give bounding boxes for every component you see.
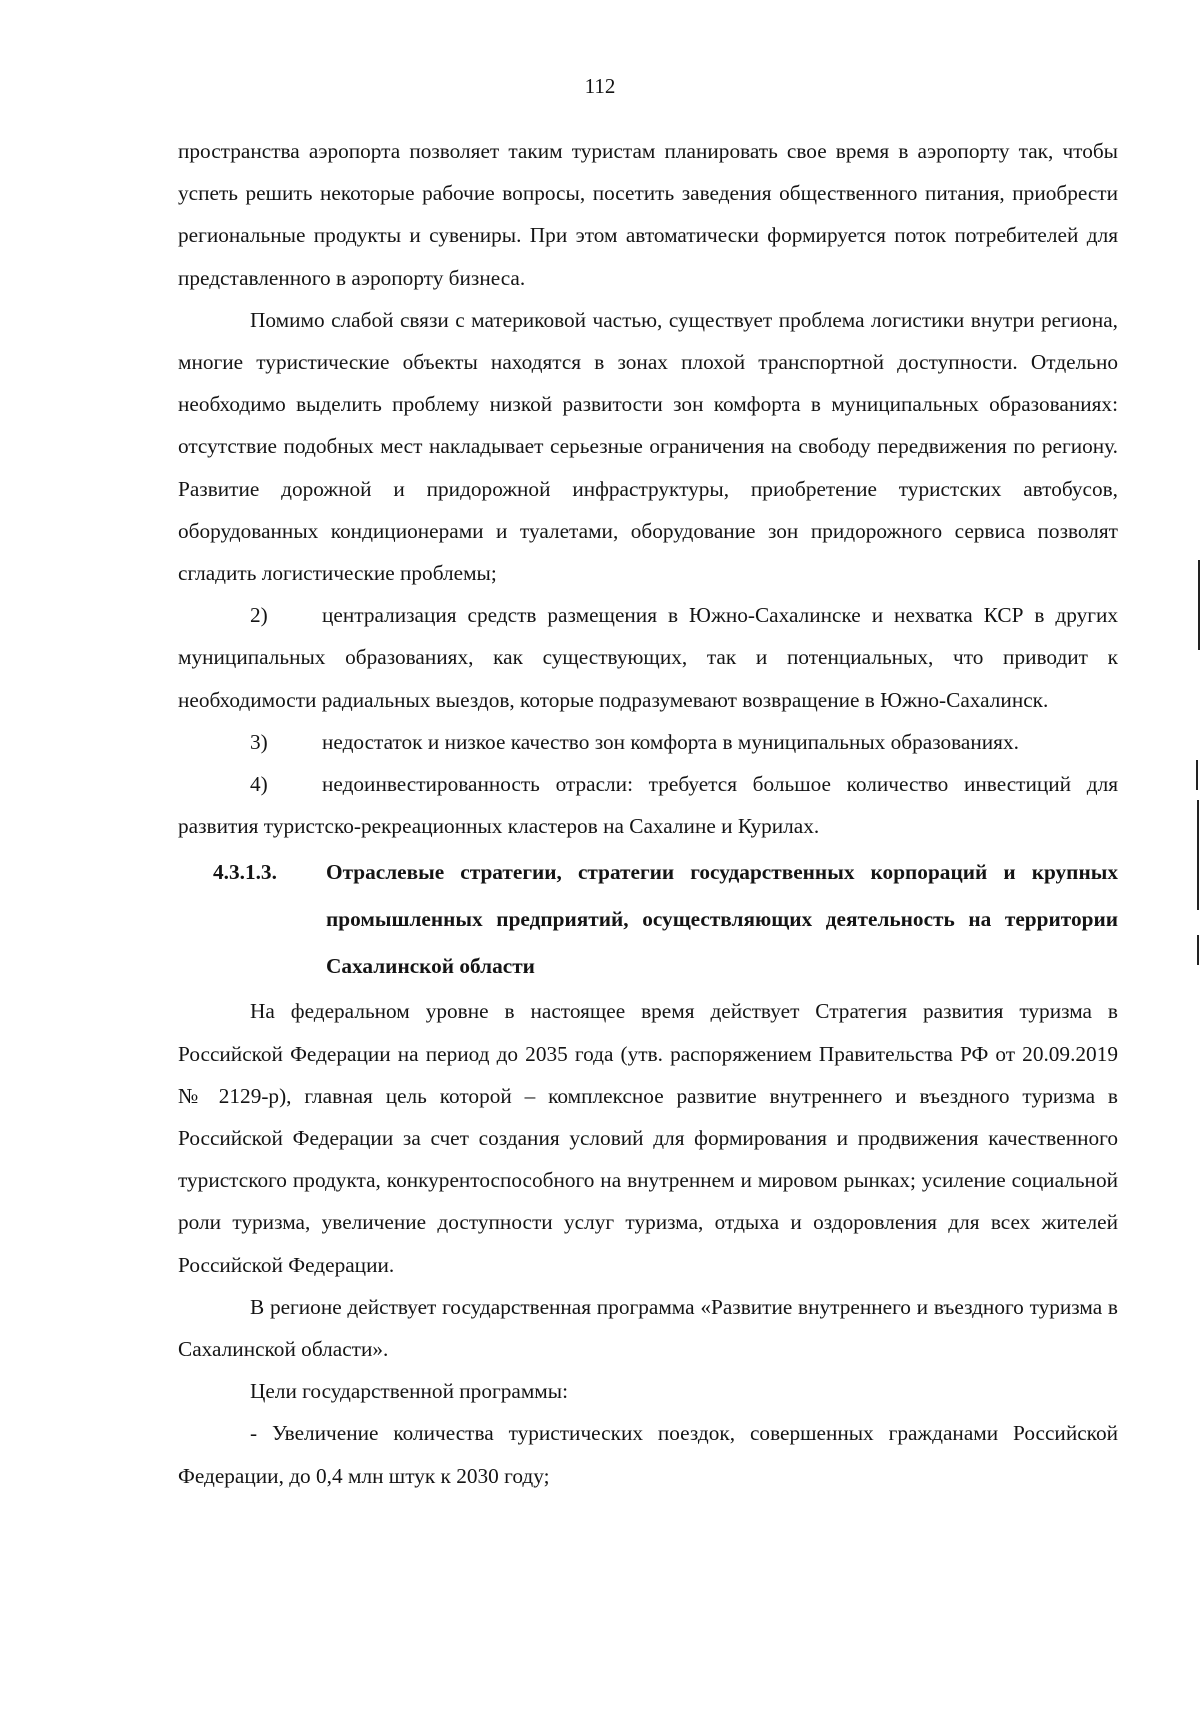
paragraph: На федеральном уровне в настоящее время действует Стратегия развития туризма в Российской Федерации на период до 2035 года (утв. распоряжением Правительства РФ от 20.09.2019 № 2129-р), главная цель которой – комплексное развитие внутреннего и въездного туризма в Российской Федерации за счет создания условий для формирования и продвижения качественного туристского продукта, конкурентоспособного на внутреннем и мировом рынках; усиление социальной роли туризма, увеличение доступности услуг туризма, отдыха и оздоровления для всех жителей Российской Федерации.	[178, 999, 1118, 1277]
scan-artifact	[1197, 800, 1199, 910]
list-item-text: недостаток и низкое качество зон комфорта в муниципальных образованиях.	[322, 729, 1019, 754]
section-number: 4.3.1.3.	[213, 860, 277, 885]
paragraph: - Увеличение количества туристических поездок, совершенных гражданами Российской Федерации, до 0,4 млн штук к 2030 году;	[178, 1421, 1118, 1488]
paragraph: Цели государственной программы:	[250, 1379, 568, 1404]
document-body	[178, 130, 1118, 1497]
list-item	[178, 721, 1118, 763]
list-item	[178, 594, 1118, 721]
list-item-text: недоинвестированность отрасли: требуется большое количество инвестиций для развития туристско-рекреационных кластеров на Сахалине и Курилах.	[178, 772, 1118, 839]
list-item	[178, 763, 1118, 847]
section-heading	[178, 849, 1118, 990]
paragraph: пространства аэропорта позволяет таким туристам планировать свое время в аэропорту так, чтобы успеть решить некоторые рабочие вопросы, посетить заведения общественного питания, приобрести региональные продукты и сувениры. При этом автоматически формируется поток потребителей для представленного в аэропорту бизнеса.	[178, 139, 1118, 290]
list-item-number: 2)	[250, 603, 268, 628]
list-item-number: 3)	[250, 729, 268, 754]
paragraph: В регионе действует государственная программа «Развитие внутреннего и въездного туризма в Сахалинской области».	[178, 1294, 1118, 1362]
paragraph: Помимо слабой связи с материковой частью, существует проблема логистики внутри региона, многие туристические объекты находятся в зонах плохой транспортной доступности. Отдельно необходимо выделить проблему низкой развитости зон комфорта в муниципальных образованиях: отсутствие подобных мест накладывает серьезные ограничения на свободу передвижения по региону. Развитие дорожной и придорожной инфраструктуры, приобретение туристских автобусов, оборудованных кондиционерами и туалетами, оборудование зон придорожного сервиса позволят сгладить логистические проблемы;	[178, 307, 1118, 586]
scan-artifact	[1196, 760, 1198, 790]
page-number: 112	[584, 74, 616, 98]
list-item-number: 4)	[250, 772, 268, 797]
section-title: Отраслевые стратегии, стратегии государственных корпораций и крупных промышленных предприятий, осуществляющих деятельность на территории Сахалинской области	[326, 860, 1118, 979]
list-item-text: централизация средств размещения в Южно-Сахалинске и нехватка КСР в других муниципальных образованиях, как существующих, так и потенциальных, что приводит к необходимости радиальных выездов, которые подразумевают возвращение в Южно-Сахалинск.	[178, 603, 1118, 712]
scan-artifact	[1197, 935, 1199, 965]
